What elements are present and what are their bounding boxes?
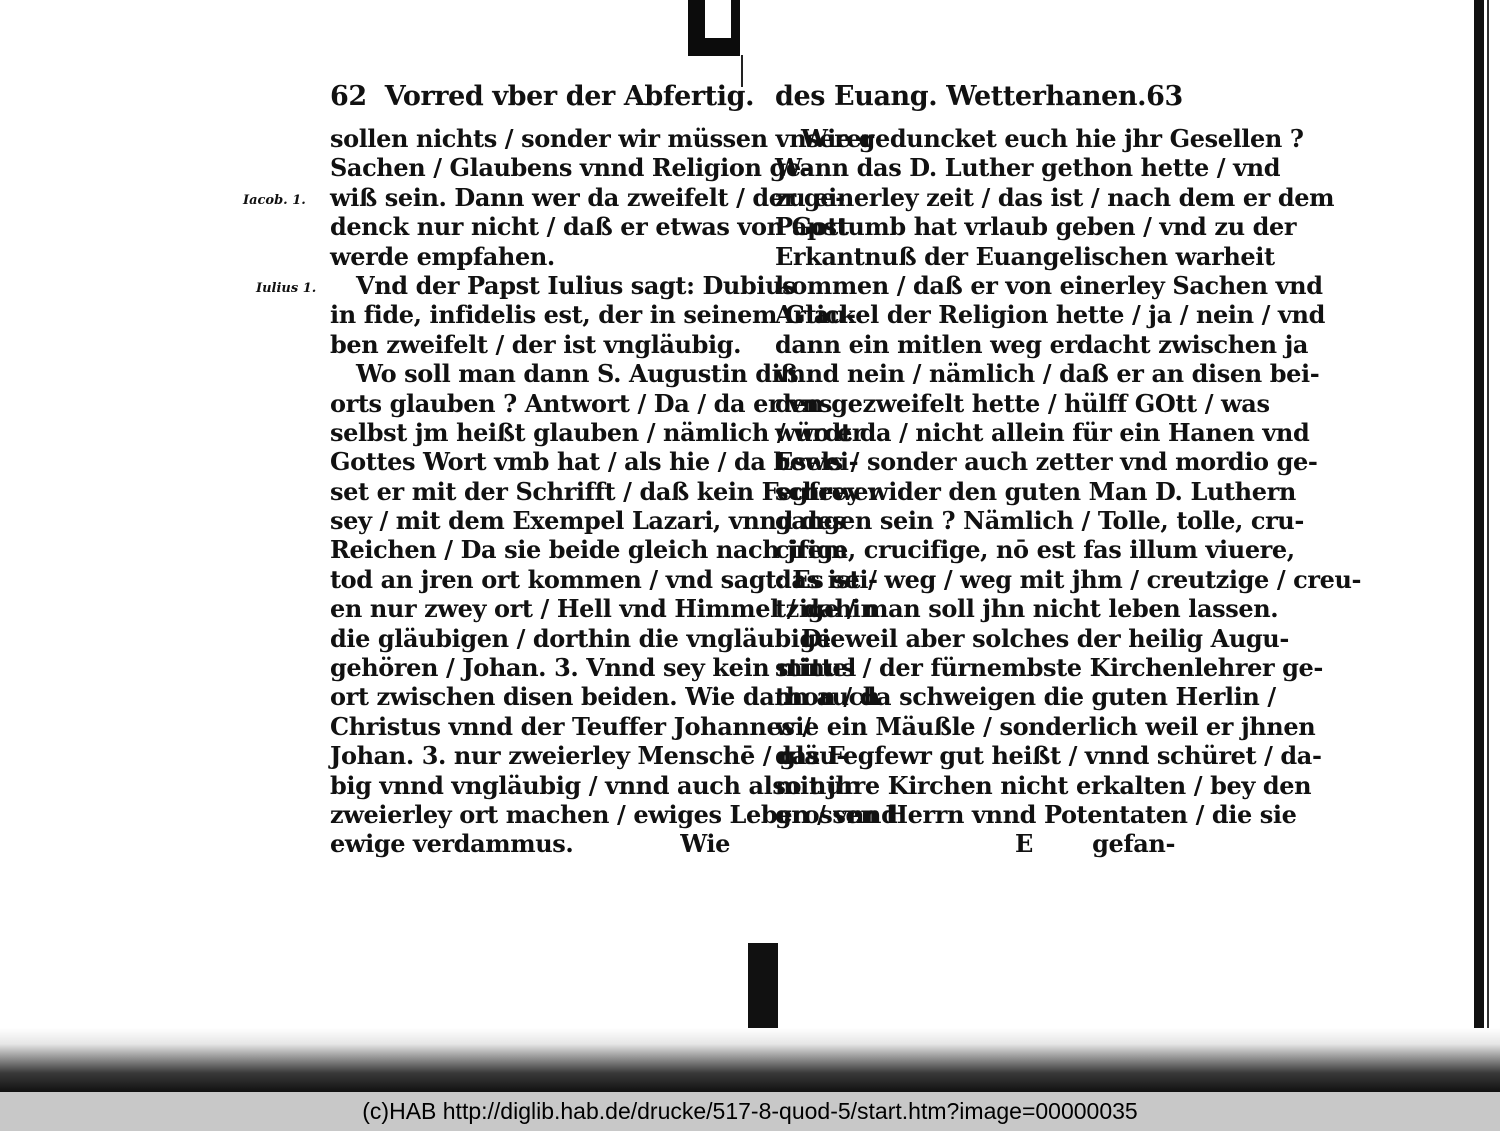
text-line: Christus vnnd der Teuffer Johannes /: [330, 711, 811, 741]
text-line: das ist / weg / weg mit jhm / creutzige / creu-: [775, 564, 1362, 594]
text-line: selbst jm heißt glauben / nämlich / wo er: [330, 417, 865, 447]
right-signature-mark: E: [1015, 829, 1033, 859]
text-line: gangen sein ? Nämlich / Tolle, tolle, cru-: [775, 506, 1304, 536]
text-line: schrey wider den guten Man D. Luthern: [775, 476, 1296, 506]
text-line: wiß sein. Dann wer da zweifelt / der ge-: [330, 182, 845, 212]
copyright-footer: [0, 1092, 1500, 1131]
text-line: Johan. 3. nur zweierley Menschē / gläu-: [330, 741, 846, 771]
text-line: würdt da / nicht allein für ein Hanen vnd: [775, 417, 1310, 447]
text-line: in fide, infidelis est, der in seinem Glau-: [330, 300, 856, 330]
margin-note-jacob: Iacob. 1.: [243, 193, 306, 208]
left-catchword: Wie: [680, 829, 730, 859]
text-line: en nur zwey ort / Hell vnd Himmel / dahin: [330, 594, 878, 624]
text-line: thon / da schweigen die guten Herlin /: [775, 682, 1276, 712]
text-line: gehören / Johan. 3. Vnnd sey kein mittel: [330, 653, 856, 683]
left-running-title: Vorred vber der Abfertig.: [384, 81, 755, 112]
text-line: cifige, crucifige, nō est fas illum viuere,: [775, 535, 1295, 565]
text-line: ort zwischen disen beiden. Wie dann auch: [330, 682, 880, 712]
text-line: Reichen / Da sie beide gleich nach jrem: [330, 535, 848, 565]
left-page: [330, 78, 898, 859]
text-line: Wo soll man dann S. Augustin diß: [356, 359, 799, 389]
text-line: sey / mit dem Exempel Lazari, vnnd des: [330, 506, 846, 536]
text-line: zu einerley zeit / das ist / nach dem er dem: [775, 182, 1335, 212]
bottom-binding-clip: [748, 943, 778, 1039]
scan-frame-edge-thin: [1487, 0, 1489, 1050]
left-running-head: [330, 78, 755, 124]
left-final-text: ewige verdammus.: [330, 829, 574, 859]
margin-note-julius: Iulius 1.: [256, 281, 317, 296]
text-line: grossen Herrn vnnd Potentaten / die sie: [775, 799, 1297, 829]
text-line: das Fegfewr gut heißt / vnnd schüret / da-: [775, 741, 1322, 771]
right-running-title: des Euang. Wetterhanen.: [775, 81, 1147, 112]
right-page-number: 63: [1146, 81, 1183, 112]
text-line: Erkantnuß der Euangelischen warheit: [775, 241, 1275, 271]
right-signature-line: [775, 829, 1175, 858]
right-running-head: [775, 78, 1183, 124]
text-line: Wie geduncket euch hie jhr Gesellen ?: [801, 124, 1304, 153]
text-line: Artickel der Religion hette / ja / nein / vnd: [775, 300, 1325, 330]
text-line: vnnd nein / nämlich / daß er an disen bei-: [775, 359, 1320, 389]
text-line: denck nur nicht / daß er etwas von Gott: [330, 212, 849, 242]
text-line: den gezweifelt hette / hülff GOtt / was: [775, 388, 1270, 418]
footer-text: (c)HAB http://diglib.hab.de/drucke/517-8-quod-5/start.htm?image=00000035: [362, 1098, 1138, 1124]
right-catchword: gefan-: [1092, 829, 1175, 859]
text-line: zweierley ort machen / ewiges Leben / vnnd: [330, 799, 898, 829]
text-line: kommen / daß er von einerley Sachen vnd: [775, 270, 1323, 300]
scan-frame-edge: [1474, 0, 1484, 1050]
text-line: Esels / sonder auch zetter vnd mordio ge-: [775, 447, 1318, 477]
text-line: big vnnd vngläubig / vnnd auch also nur: [330, 770, 856, 800]
left-last-line: [330, 829, 730, 858]
text-line: die gläubigen / dorthin die vngläubige: [330, 623, 831, 653]
text-line: tod an jren ort kommen / vnd sagt: Es sei-: [330, 564, 878, 594]
text-line: wie ein Mäußle / sonderlich weil er jhnen: [775, 711, 1316, 741]
text-line: Sachen / Glaubens vnnd Religion ge-: [330, 153, 811, 183]
text-line: Dieweil aber solches der heilig Augu-: [801, 623, 1289, 653]
text-line: set er mit der Schrifft / daß kein Fegfewer: [330, 476, 881, 506]
text-line: sollen nichts / sonder wir müssen vnserer: [330, 124, 874, 153]
text-line: ben zweifelt / der ist vngläubig.: [330, 329, 742, 359]
text-line: mit jhre Kirchen nicht erkalten / bey den: [775, 770, 1312, 800]
left-page-body: [330, 124, 898, 829]
text-line: orts glauben ? Antwort / Da / da er vns: [330, 388, 832, 418]
right-page: [775, 78, 1362, 859]
right-page-body: [775, 124, 1362, 829]
top-binding-clip-highlight: [705, 0, 731, 38]
text-line: Wann das D. Luther gethon hette / vnd: [775, 153, 1281, 183]
text-line: Gottes Wort vmb hat / als hie / da bewei-: [330, 447, 859, 477]
text-line: tzige / man soll jhn nicht leben lassen.: [775, 594, 1279, 624]
text-line: Vnd der Papst Iulius sagt: Dubius: [356, 270, 796, 300]
left-page-number: 62: [330, 81, 367, 112]
text-line: stinus / der fürnembste Kirchenlehrer ge-: [775, 653, 1323, 683]
text-line: werde empfahen.: [330, 241, 555, 271]
scan-bottom-shadow: [0, 1028, 1500, 1092]
text-line: Papstumb hat vrlaub geben / vnd zu der: [775, 212, 1297, 242]
text-line: dann ein mitlen weg erdacht zwischen ja: [775, 329, 1309, 359]
